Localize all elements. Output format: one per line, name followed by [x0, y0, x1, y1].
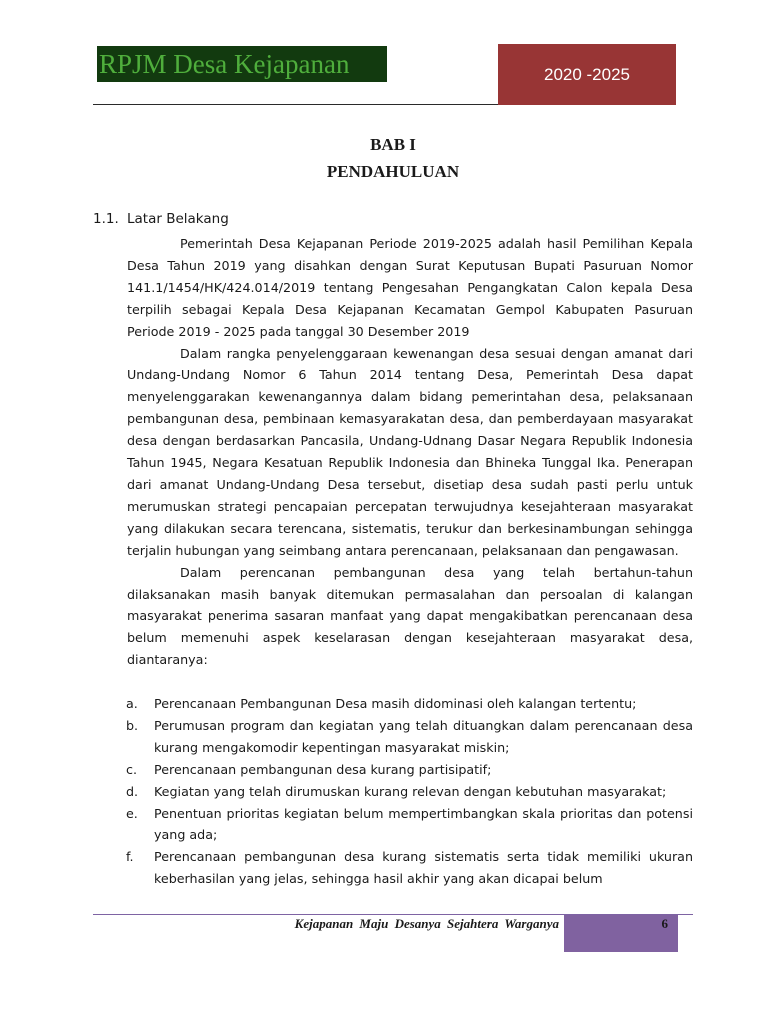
chapter-title: PENDAHULUAN	[326, 162, 460, 181]
list-item	[127, 781, 693, 803]
list-item	[127, 803, 693, 847]
list-marker: b.	[126, 717, 139, 733]
section-heading	[93, 211, 229, 227]
list-marker: f.	[126, 849, 134, 865]
document-header-title: RPJM Desa Kejapanan	[97, 46, 387, 82]
section-title: Latar Belakang	[127, 211, 229, 227]
chapter-number: BAB I	[370, 135, 416, 154]
paragraph: Dalam rangka penyelenggaraan kewenangan desa sesuai dengan amanat dari Undang-Undang Nomor 6 Tahun 2014 tentang Desa, Pemerintah Desa dapat menyelenggarakan kewenangannya dalam bidang pemerintahan desa, pelaksanaan pembangunan desa, pembinaan kemasyarakatan desa, dan pemberdayaan masyarakat desa dengan berdasarkan Pancasila, Undang-Udnang Dasar Negara Republik Indonesia Tahun 1945, Negara Kesatuan Republik Indonesia dan Bhineka Tunggal Ika. Penerapan dari amanat Undang-Undang Desa tersebut, disetiap desa sudah pasti perlu untuk merumuskan strategi pencapaian percepatan terwujudnya kesejahteraan masyarakat yang dilakukan secara terencana, sistematis, terukur dan berkesinambungan sehingga terjalin hubungan yang seimbang antara perencanaan, pelaksanaan dan pengawasan.	[127, 345, 693, 558]
list-item	[127, 846, 693, 890]
list-marker: c.	[126, 761, 138, 777]
body-text	[127, 233, 693, 671]
list-item-text: Penentuan prioritas kegiatan belum mempertimbangkan skala prioritas dan potensi yang ada;	[154, 805, 693, 843]
list-item	[127, 759, 693, 781]
list-item-text: Perencanaan pembangunan desa kurang partisipatif;	[154, 761, 492, 777]
page-number: 6	[564, 915, 678, 952]
list-item-text: Kegiatan yang telah dirumuskan kurang relevan dengan kebutuhan masyarakat;	[154, 783, 667, 799]
list-marker: d.	[126, 783, 139, 799]
header-divider	[93, 104, 498, 105]
list-item-text: Perencanaan pembangunan desa kurang sistematis serta tidak memiliki ukuran keberhasilan yang jelas, sehingga hasil akhir yang akan dicapai belum	[154, 849, 693, 887]
list-item	[127, 693, 693, 715]
paragraph: Dalam perencanan pembangunan desa yang telah bertahun-tahun dilaksanakan masih banyak ditemukan permasalahan dan persoalan di kalangan masyarakat penerima sasaran manfaat yang dapat mengakibatkan perencanaan desa belum memenuhi aspek keselarasan dengan kesejahteraan masyarakat desa, diantaranya:	[127, 564, 693, 668]
list-marker: e.	[126, 805, 138, 821]
list-item-text: Perumusan program dan kegiatan yang telah dituangkan dalam perencanaan desa kurang mengakomodir kepentingan masyarakat miskin;	[154, 717, 693, 755]
paragraph: Pemerintah Desa Kejapanan Periode 2019-2025 adalah hasil Pemilihan Kepala Desa Tahun 2019 yang disahkan dengan Surat Keputusan Bupati Pasuruan Nomor 141.1/1454/HK/424.014/2019 tentang Pengesahan Pengangkatan Calon kepala Desa terpilih sebagai Kepala Desa Kejapanan Kecamatan Gempol Kabupaten Pasuruan Periode 2019 - 2025 pada tanggal 30 Desember 2019	[127, 236, 693, 339]
list-item	[127, 715, 693, 759]
period-badge: 2020 -2025	[498, 44, 676, 105]
list-marker: a.	[126, 696, 138, 711]
footer-motto: Kejapanan Maju Desanya Sejahtera Warganya	[294, 916, 559, 931]
section-number: 1.1.	[93, 211, 119, 227]
list-item-text: Perencanaan Pembangunan Desa masih didominasi oleh kalangan tertentu;	[154, 696, 637, 711]
problem-list	[127, 693, 693, 890]
